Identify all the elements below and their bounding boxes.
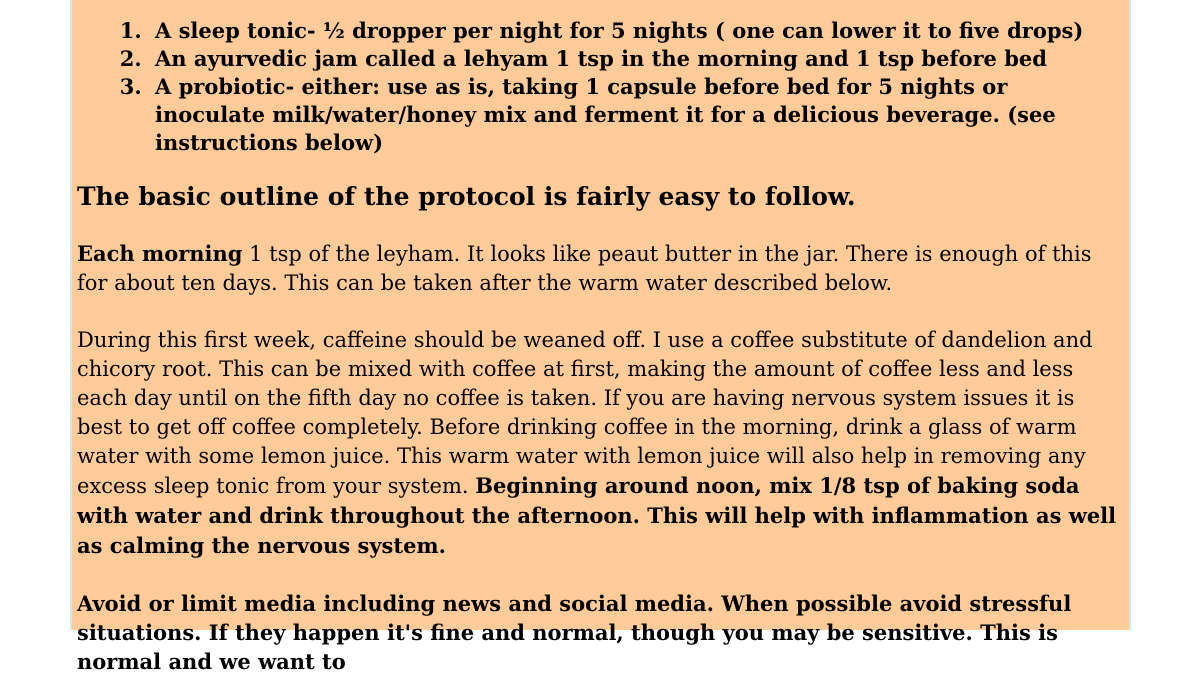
outline-heading: The basic outline of the protocol is fairly easy to follow. <box>77 182 856 211</box>
protocol-list <box>77 17 1122 157</box>
list-item: 1. A sleep tonic- ½ dropper per night for 5 nights ( one can lower it to five drops) <box>149 17 1122 45</box>
list-item: 2. An ayurvedic jam called a lehyam 1 tsp in the morning and 1 tsp before bed <box>149 45 1122 73</box>
morning-text: 1 tsp of the leyham. It looks like peaut butter in the jar. There is enough of this for about ten days. This can be taken after the warm water described below. <box>77 242 1092 295</box>
document-page <box>70 0 1131 674</box>
morning-paragraph <box>77 239 1122 298</box>
baking-soda-instruction: Beginning around noon, mix 1/8 tsp of baking soda with water and drink throughout the afternoon. This will help with inflammation as well as calming the nervous system. <box>77 473 1117 558</box>
media-paragraph: Avoid or limit media including news and social media. When possible avoid stressful situations. If they happen it's fine and normal, though you may be sensitive. This is normal and we want to <box>77 591 1072 674</box>
first-week-text: During this first week, caffeine should be weaned off. I use a coffee substitute of dandelion and chicory root. This can be mixed with coffee at first, making the amount of coffee less and less each day until on the fifth day no coffee is taken. If you are having nervous system issues it is best to get off coffee completely. Before drinking coffee in the morning, drink a glass of warm water with some lemon juice. This warm water with lemon juice will also help in removing any excess sleep tonic from your system. <box>77 328 1093 498</box>
first-week-paragraph <box>77 326 1122 561</box>
document-content <box>77 17 1122 676</box>
list-item: 3. A probiotic- either: use as is, taking 1 capsule before bed for 5 nights or inoculate milk/water/honey mix and ferment it for a delicious beverage. (see instructions below) <box>149 73 1122 157</box>
morning-lead: Each morning <box>77 241 243 266</box>
